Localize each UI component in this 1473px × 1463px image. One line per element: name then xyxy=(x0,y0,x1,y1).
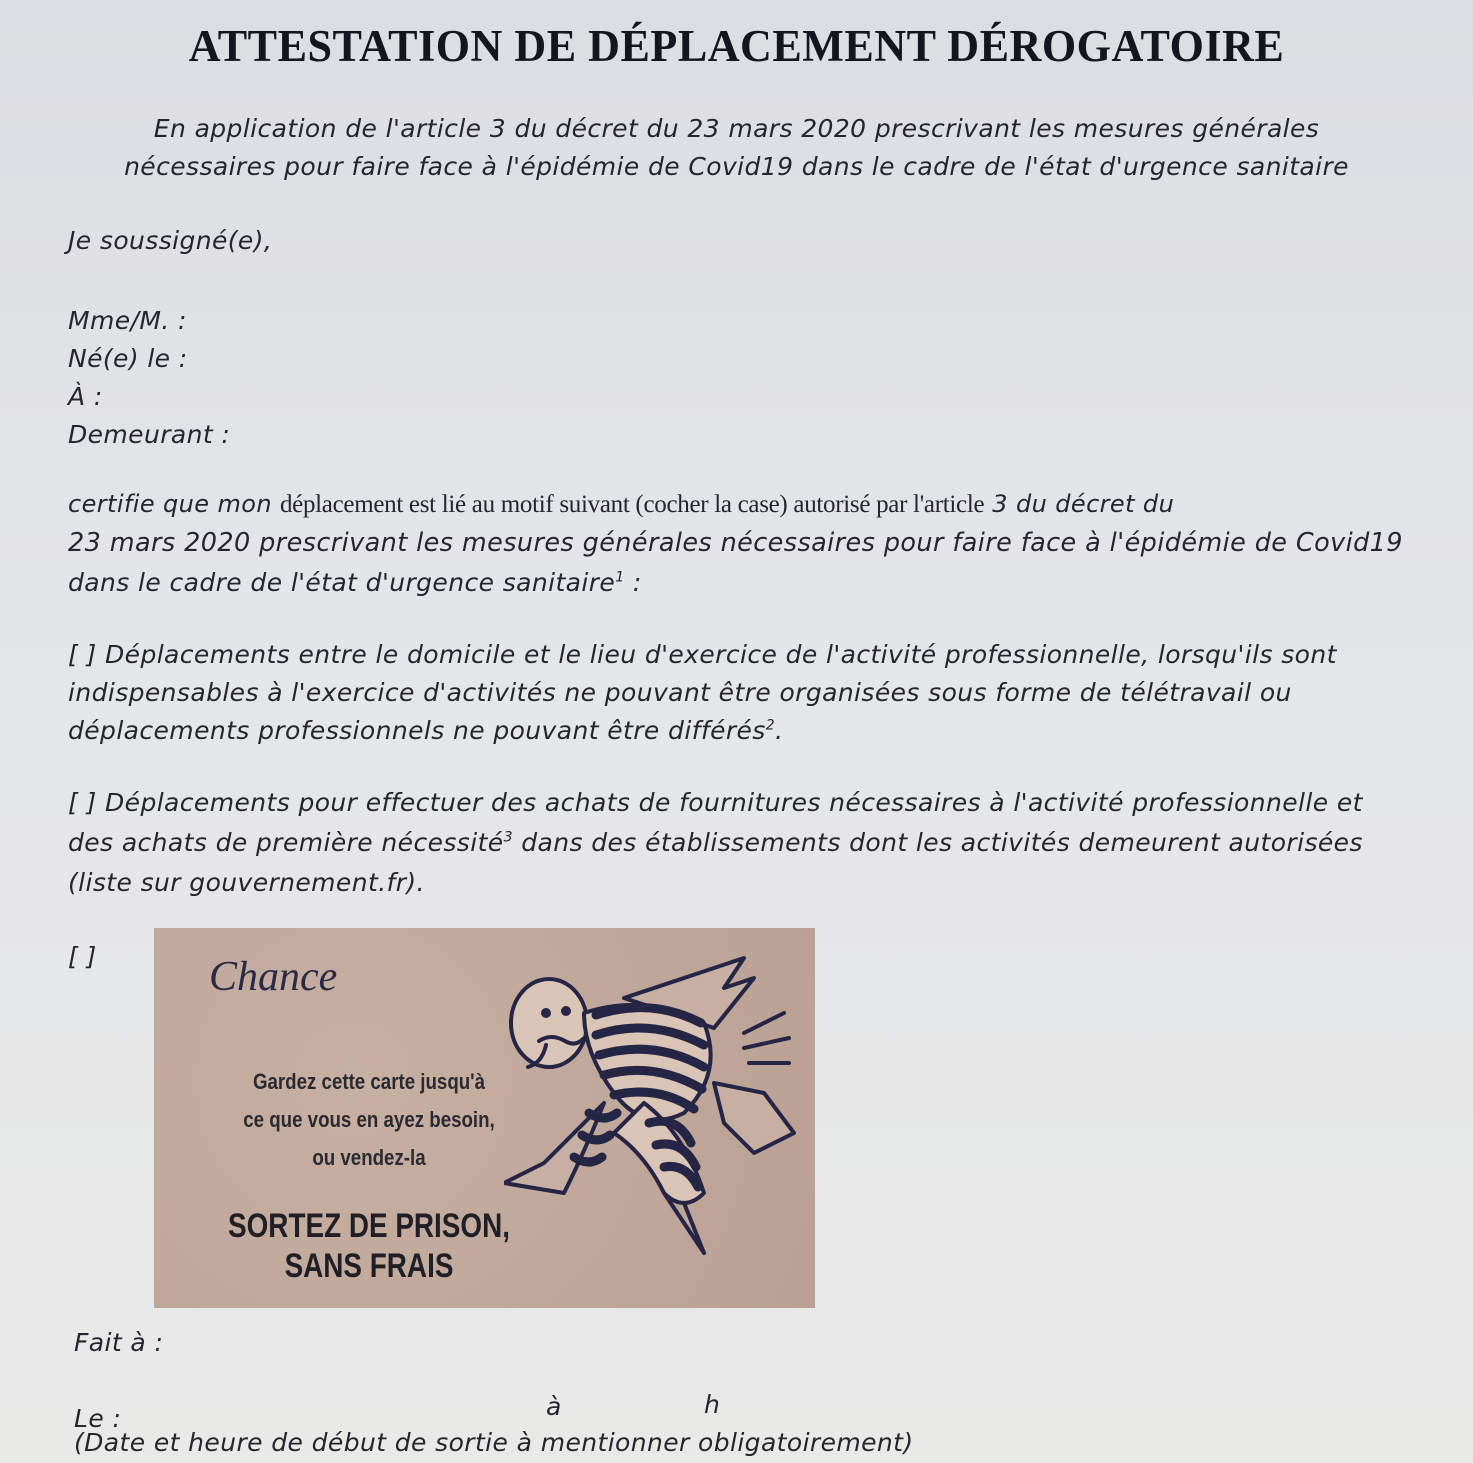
certify-line-1 xyxy=(68,490,1174,519)
card-text-line-1: Gardez cette carte jusqu'à xyxy=(252,1069,486,1094)
reason-2-line-1 xyxy=(68,788,1363,817)
certify-line-3 xyxy=(68,568,642,597)
certify-line-3-text: dans le cadre de l'état d'urgence sanitaire xyxy=(68,568,616,597)
card-text-line-2: ce que vous en ayez besoin, xyxy=(243,1107,495,1132)
footnote-2: 2 xyxy=(765,717,776,734)
reason-2-line-3: (liste sur gouvernement.fr). xyxy=(68,868,425,897)
reason-1-text: Déplacements entre le domicile et le lieu d'exercice de l'activité professionnelle, lorsqu'ils sont xyxy=(105,640,1337,669)
reason-1-line-1 xyxy=(68,640,1337,669)
reason-2-text: Déplacements pour effectuer des achats de fournitures nécessaires à l'activité professionnelle et xyxy=(105,788,1363,817)
reason-2-line-2a: des achats de première nécessité xyxy=(68,828,504,857)
card-action xyxy=(217,1206,520,1286)
chance-card-image xyxy=(154,928,815,1308)
intro-line-1: En application de l'article 3 du décret du 23 mars 2020 prescrivant les mesures générales xyxy=(153,114,1320,143)
footnote-3: 3 xyxy=(503,829,513,846)
reason-1-line-3-text: déplacements professionnels ne pouvant être différés xyxy=(68,716,766,745)
time-at-label: à xyxy=(546,1392,562,1421)
certify-line-1a: certifie que mon xyxy=(68,490,272,518)
card-heading: Chance xyxy=(209,954,338,1000)
certify-line-1b: déplacement est lié au motif suivant (cocher la case) autorisé par l'article xyxy=(279,491,985,518)
certify-line-2: 23 mars 2020 prescrivant les mesures générales nécessaires pour faire face à l'épidémie de Covid19 xyxy=(68,528,1403,558)
birth-place-field-label: À : xyxy=(68,382,103,411)
reason-1-end: . xyxy=(775,716,784,745)
intro-line-2: nécessaires pour faire face à l'épidémie de Covid19 dans le cadre de l'état d'urgence sanitaire xyxy=(124,152,1349,181)
reason-1-checkbox[interactable]: [ ] xyxy=(68,640,97,669)
date-label: Le : xyxy=(74,1404,122,1433)
certify-line-1c: 3 du décret du xyxy=(992,490,1175,518)
card-text xyxy=(212,1063,527,1177)
certify-line-3-end: : xyxy=(624,568,642,597)
reason-2-checkbox[interactable]: [ ] xyxy=(68,788,97,817)
card-text-line-3: ou vendez-la xyxy=(312,1145,426,1170)
card-action-line-1: SORTEZ DE PRISON, xyxy=(228,1207,510,1245)
date-time-note: (Date et heure de début de sortie à mentionner obligatoirement) xyxy=(74,1428,914,1457)
birth-date-field-label: Né(e) le : xyxy=(68,344,188,373)
reason-1-line-2: indispensables à l'exercice d'activités ne pouvant être organisées sous forme de télétravail ou xyxy=(68,678,1292,707)
name-field-label: Mme/M. : xyxy=(68,306,187,335)
address-field-label: Demeurant : xyxy=(68,420,231,449)
reason-3-checkbox[interactable]: [ ] xyxy=(68,942,97,971)
hour-label: h xyxy=(704,1390,721,1419)
undersigned-label: Je soussigné(e), xyxy=(68,226,273,255)
made-at-label: Fait à : xyxy=(74,1328,164,1357)
reason-2-line-2b: dans des établissements dont les activités demeurent autorisées xyxy=(512,828,1363,857)
escaping-prisoner-illustration xyxy=(504,953,804,1273)
reason-2-line-2 xyxy=(68,828,1363,857)
reason-1-line-3 xyxy=(68,716,783,745)
footnote-1: 1 xyxy=(615,569,625,586)
document-title: ATTESTATION DE DÉPLACEMENT DÉROGATOIRE xyxy=(188,21,1285,71)
card-action-line-2: SANS FRAIS xyxy=(284,1247,454,1285)
